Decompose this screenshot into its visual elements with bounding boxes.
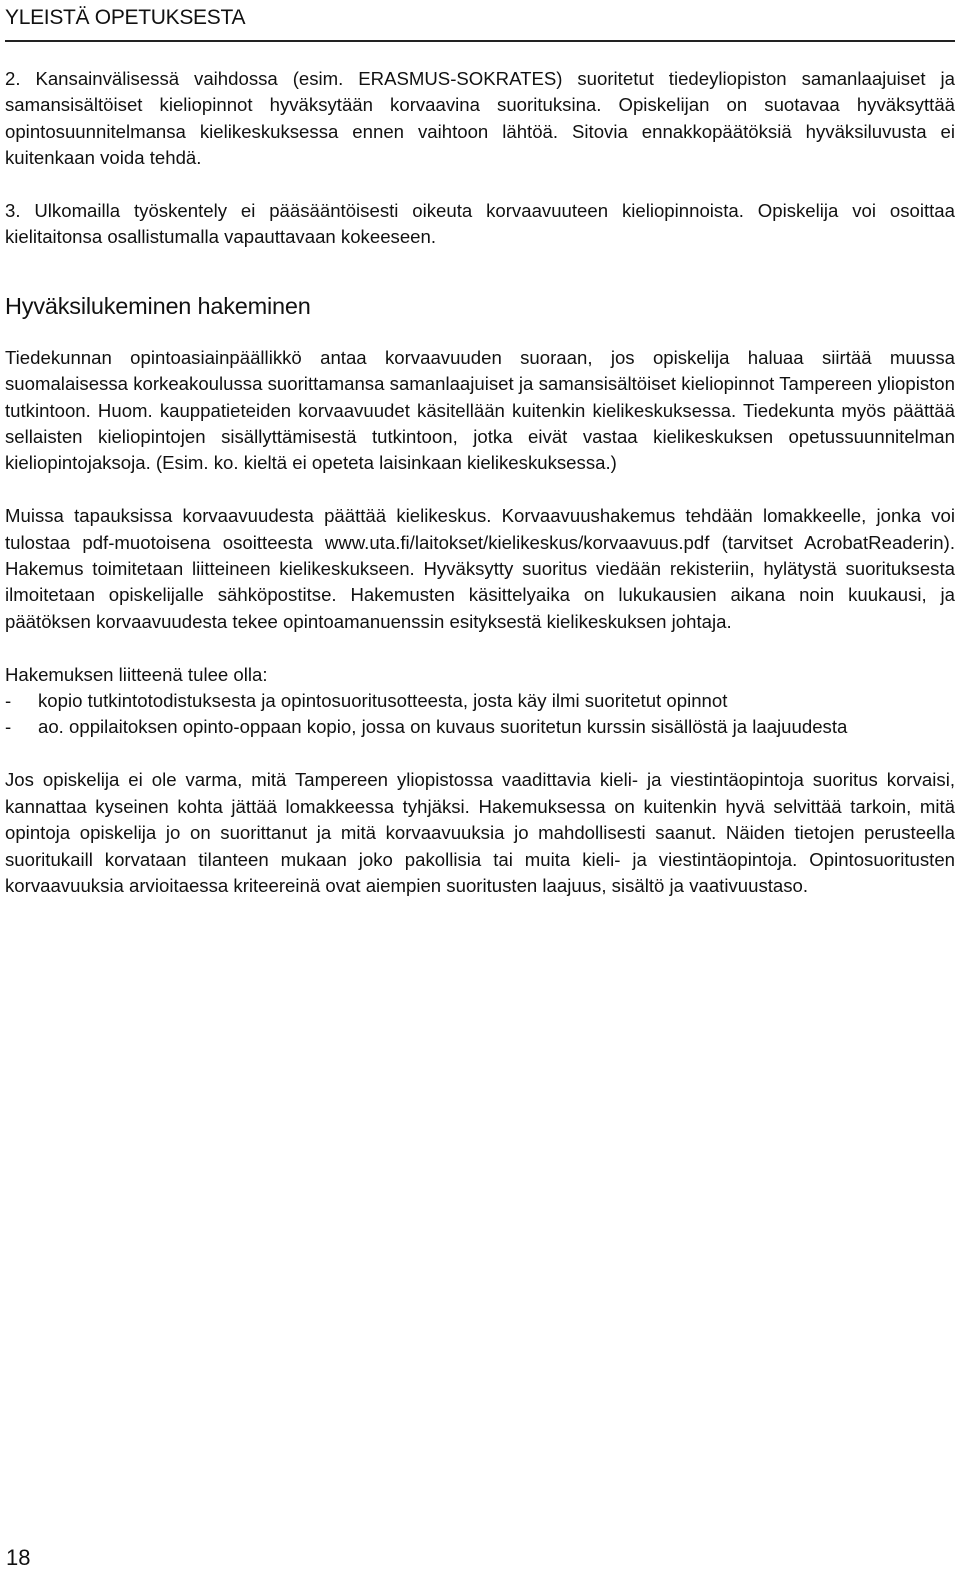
paragraph-rule-3: 3. Ulkomailla työskentely ei pääsääntöisesti oikeuta korvaavuuteen kieliopinnoista. Opiskelija voi osoittaa kielitaitonsa osallistumalla vapauttavaan kokeeseen. [5, 200, 955, 248]
page-number: 18 [6, 1545, 31, 1570]
list-item [5, 714, 955, 740]
list-item-text: ao. oppilaitoksen opinto-oppaan kopio, jossa on kuvaus suoritetun kurssin sisällöstä ja laajuudesta [38, 716, 848, 738]
page-header [5, 4, 955, 42]
paragraph-faculty-decision: Tiedekunnan opintoasiainpäällikkö antaa korvaavuuden suoraan, jos opiskelija haluaa siirtää muussa suomalaisessa korkeakoulussa suorittamansa samanlaajuiset ja samansisältöiset kieliopinnot Tampereen yliopiston tutkintoon. Huom. kauppatieteiden korvaavuudet käsitellään kuitenkin kielikeskuksessa. Tiedekunta myös päättää sellaisten kieliopintojen sisällyttämisestä tutkintoon, jotka eivät vastaa kielikeskuksen opetussuunnitelman kieliopintojaksoja. (Esim. ko. kieltä ei opeteta laisinkaan kielikeskuksessa.) [5, 346, 955, 474]
list-dash: - [5, 716, 12, 738]
paragraph-uncertain-cases: Jos opiskelija ei ole varma, mitä Tampereen yliopistossa vaadittavia kieli- ja viestintäopintoja suoritus korvaisi, kannattaa kyseinen kohta jättää lomakkeessa tyhjäksi. Hakemuksessa on kuitenkin hyvä selvittää tarkoin, mitä opintoja opiskelija jo on suorittanut ja mitä korvaavuuksia jo mahdollisesti saanut. Näiden tietojen perusteella suoritukaill korvataan tilanteen mukaan joko pakollisia tai muita kieli- ja viestintäopintoja. Opintosuoritusten korvaavuuksia arvioitaessa kriteereinä ovat aiempien suoritusten laajuus, sisältö ja vaativuustaso. [5, 769, 955, 896]
attachments-intro: Hakemuksen liitteenä tulee olla: [5, 663, 268, 685]
list-item-text: kopio tutkintotodistuksesta ja opintosuoritusotteesta, josta käy ilmi suoritetut opinnot [38, 690, 728, 712]
paragraph-language-centre-decision: Muissa tapauksissa korvaavuudesta päättää kielikeskus. Korvaavuushakemus tehdään lomakkeelle, jonka voi tulostaa pdf-muotoisena osoitteesta www.uta.fi/laitokset/kielikeskus/korvaavuus.pdf (tarvitset AcrobatReaderin). Hakemus toimitetaan liitteineen kielikeskukseen. Hyväksytty suoritus viedään rekisteriin, hylätystä suorituksesta ilmoitetaan opiskelijalle sähköpostitse. Hakemusten käsittelyaika on lukukausien aikana noin kuukausi, ja päätöksen korvaavuudesta tekee opintoamanuenssin esityksestä kielikeskuksen johtaja. [5, 505, 955, 632]
attachments-list [5, 688, 955, 741]
section-heading: Hyväksilukeminen hakeminen [5, 292, 311, 319]
document-body [5, 66, 955, 899]
paragraph-rule-2: 2. Kansainvälisessä vaihdossa (esim. ERASMUS-SOKRATES) suoritetut tiedeyliopiston samanlaajuiset ja samansisältöiset kieliopinnot hyväksytään korvaavina suorituksina. Opiskelijan on suotavaa hyväksyttää opintosuunnitelmansa kielikeskuksessa ennen vaihtoon lähtöä. Sitovia ennakkopäätöksiä hyväksiluvusta ei kuitenkaan voida tehdä. [5, 68, 955, 169]
section-title: YLEISTÄ OPETUKSESTA [5, 6, 246, 29]
list-item [5, 688, 955, 714]
list-dash: - [5, 690, 12, 712]
